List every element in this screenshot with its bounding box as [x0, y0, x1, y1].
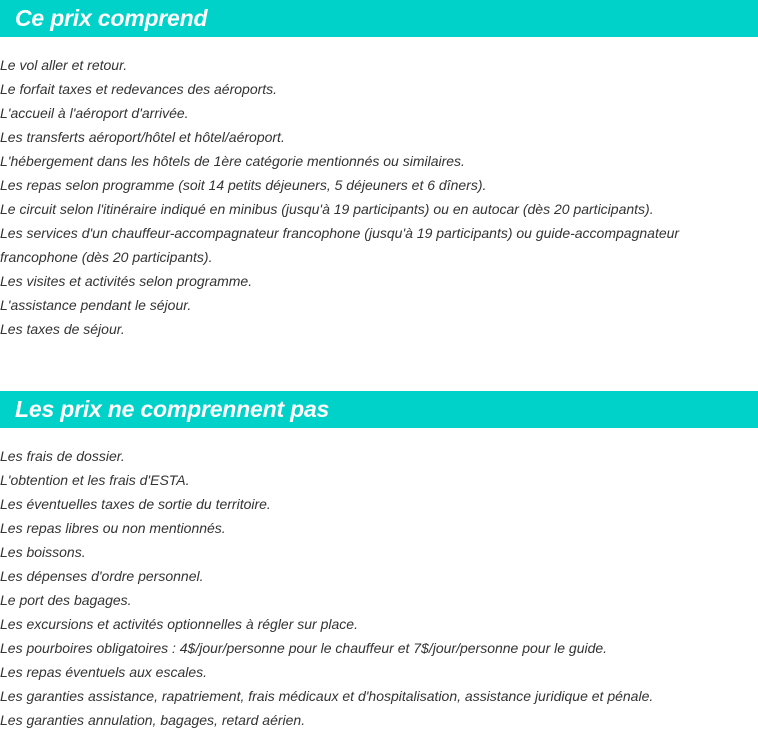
excluded-item: Les pourboires obligatoires : 4$/jour/personne pour le chauffeur et 7$/jour/personne pour le guide. — [0, 640, 608, 656]
included-section-title: Ce prix comprend — [15, 5, 208, 31]
excluded-items-list — [0, 444, 758, 732]
excluded-item: Les boissons. — [0, 544, 86, 560]
included-section-header — [0, 0, 758, 37]
included-item: L'assistance pendant le séjour. — [0, 297, 192, 313]
excluded-item: Les garanties annulation, bagages, retard aérien. — [0, 712, 306, 728]
excluded-item: Les éventuelles taxes de sortie du territoire. — [0, 496, 271, 512]
excluded-item: Les excursions et activités optionnelles à régler sur place. — [0, 616, 358, 632]
included-item: Les visites et activités selon programme. — [0, 273, 253, 289]
included-item: Les transferts aéroport/hôtel et hôtel/aéroport. — [0, 129, 285, 145]
excluded-section-title: Les prix ne comprennent pas — [15, 396, 330, 422]
excluded-item: L'obtention et les frais d'ESTA. — [0, 472, 190, 488]
included-item: Le vol aller et retour. — [0, 57, 128, 73]
excluded-item: Les repas libres ou non mentionnés. — [0, 520, 226, 536]
excluded-item: Les garanties assistance, rapatriement, frais médicaux et d'hospitalisation, assistance juridique et pénale. — [0, 688, 654, 704]
included-item: L'accueil à l'aéroport d'arrivée. — [0, 105, 189, 121]
excluded-item: Les repas éventuels aux escales. — [0, 664, 208, 680]
excluded-item: Le port des bagages. — [0, 592, 132, 608]
included-item: Les taxes de séjour. — [0, 321, 125, 337]
excluded-section-header — [0, 391, 758, 428]
included-item: Le forfait taxes et redevances des aéroports. — [0, 81, 278, 97]
excluded-item: Les frais de dossier. — [0, 448, 125, 464]
included-items-list — [0, 53, 758, 341]
included-item: Les repas selon programme (soit 14 petits déjeuners, 5 déjeuners et 6 dîners). — [0, 177, 487, 193]
excluded-item: Les dépenses d'ordre personnel. — [0, 568, 204, 584]
included-item: L'hébergement dans les hôtels de 1ère catégorie mentionnés ou similaires. — [0, 153, 465, 169]
included-item: Les services d'un chauffeur-accompagnateur francophone (jusqu'à 19 participants) ou guide-accompagnateur francophone (dès 20 participants). — [0, 225, 680, 265]
included-item: Le circuit selon l'itinéraire indiqué en minibus (jusqu'à 19 participants) ou en autocar (dès 20 participants). — [0, 201, 654, 217]
